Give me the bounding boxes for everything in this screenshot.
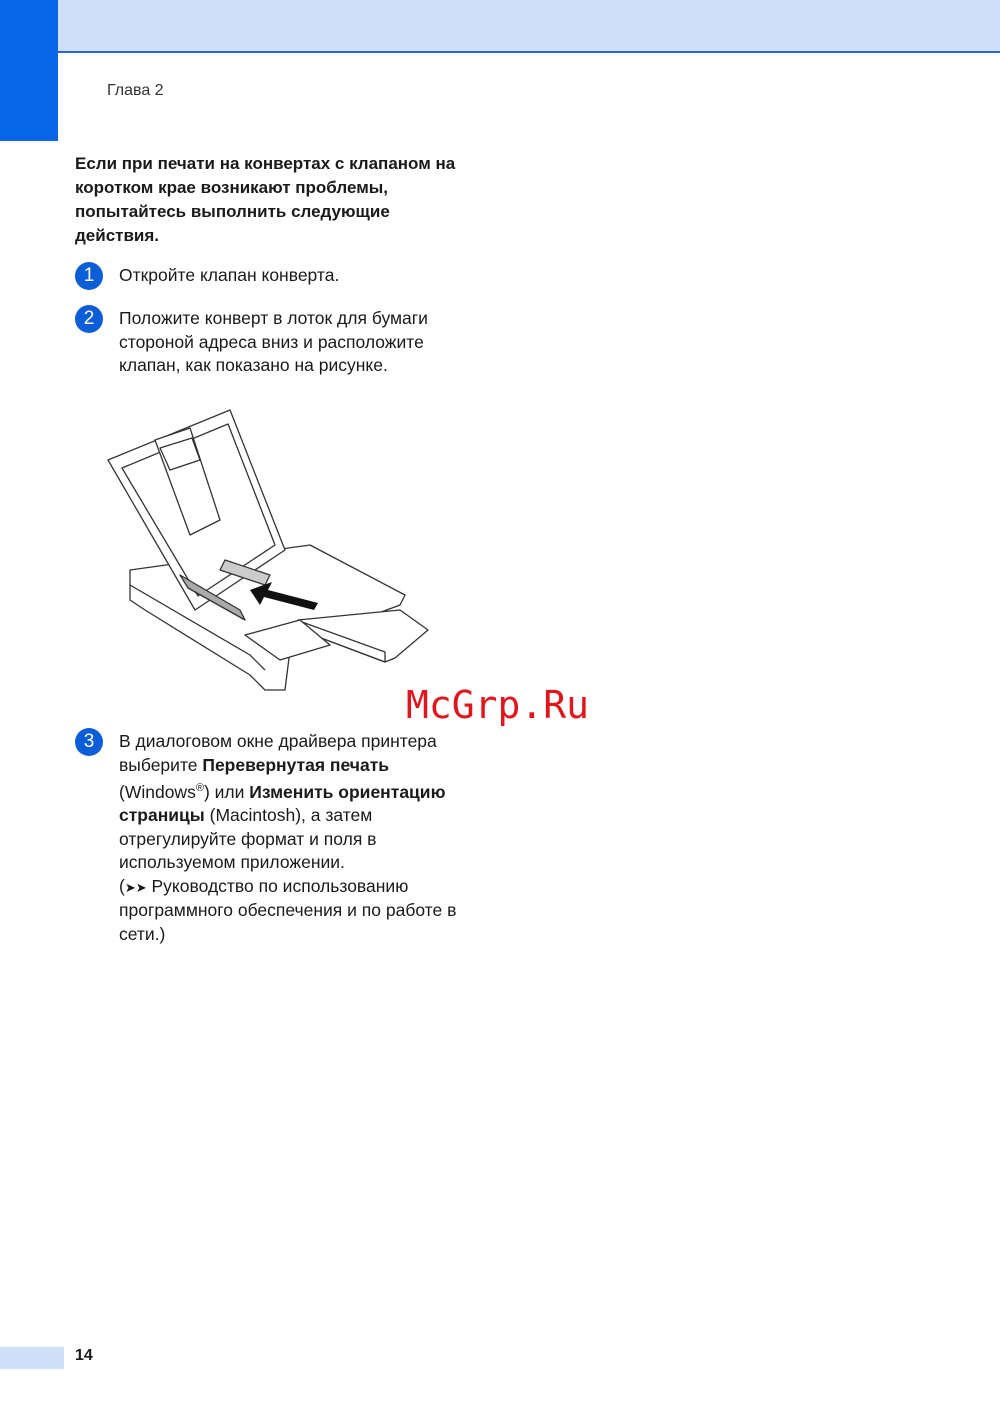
chapter-tab: [0, 0, 58, 141]
step-text: Откройте клапан конверта.: [119, 265, 340, 285]
header-rule: [58, 51, 1000, 53]
chapter-label: Глава 2: [107, 82, 164, 99]
option-upside-down-print: Перевернутая печать: [202, 754, 390, 775]
option-change-orientation: Изменить ориентацию страницы: [119, 781, 446, 826]
step-text: В диалоговом окне драйвера принтера выберите Перевернутая печать (Windows®) или Изменить ориентацию страницы (Macintosh), а затем отрегулируйте формат и поля в используемом приложении. (➤➤ Руководство по использованию программного обеспечения и по работе в сети.): [119, 731, 457, 944]
page-number: 14: [75, 1347, 93, 1364]
header-band: [58, 0, 1000, 52]
step-number: 1: [75, 262, 103, 290]
section-heading: Если при печати на конвертах с клапаном на коротком крае возникают проблемы, попытайтесь выполнить следующие действия.: [75, 154, 456, 245]
step-number: 2: [75, 305, 103, 333]
paper-tray-illustration: [100, 400, 435, 695]
watermark: McGrp.Ru: [406, 683, 590, 727]
reference-arrows-icon: ➤➤: [124, 879, 147, 895]
footer-tab: [0, 1347, 64, 1369]
step-number: 3: [75, 728, 103, 756]
step-text: Положите конверт в лоток для бумаги стороной адреса вниз и расположите клапан, как показано на рисунке.: [119, 308, 428, 375]
registered-mark: ®: [195, 782, 204, 794]
